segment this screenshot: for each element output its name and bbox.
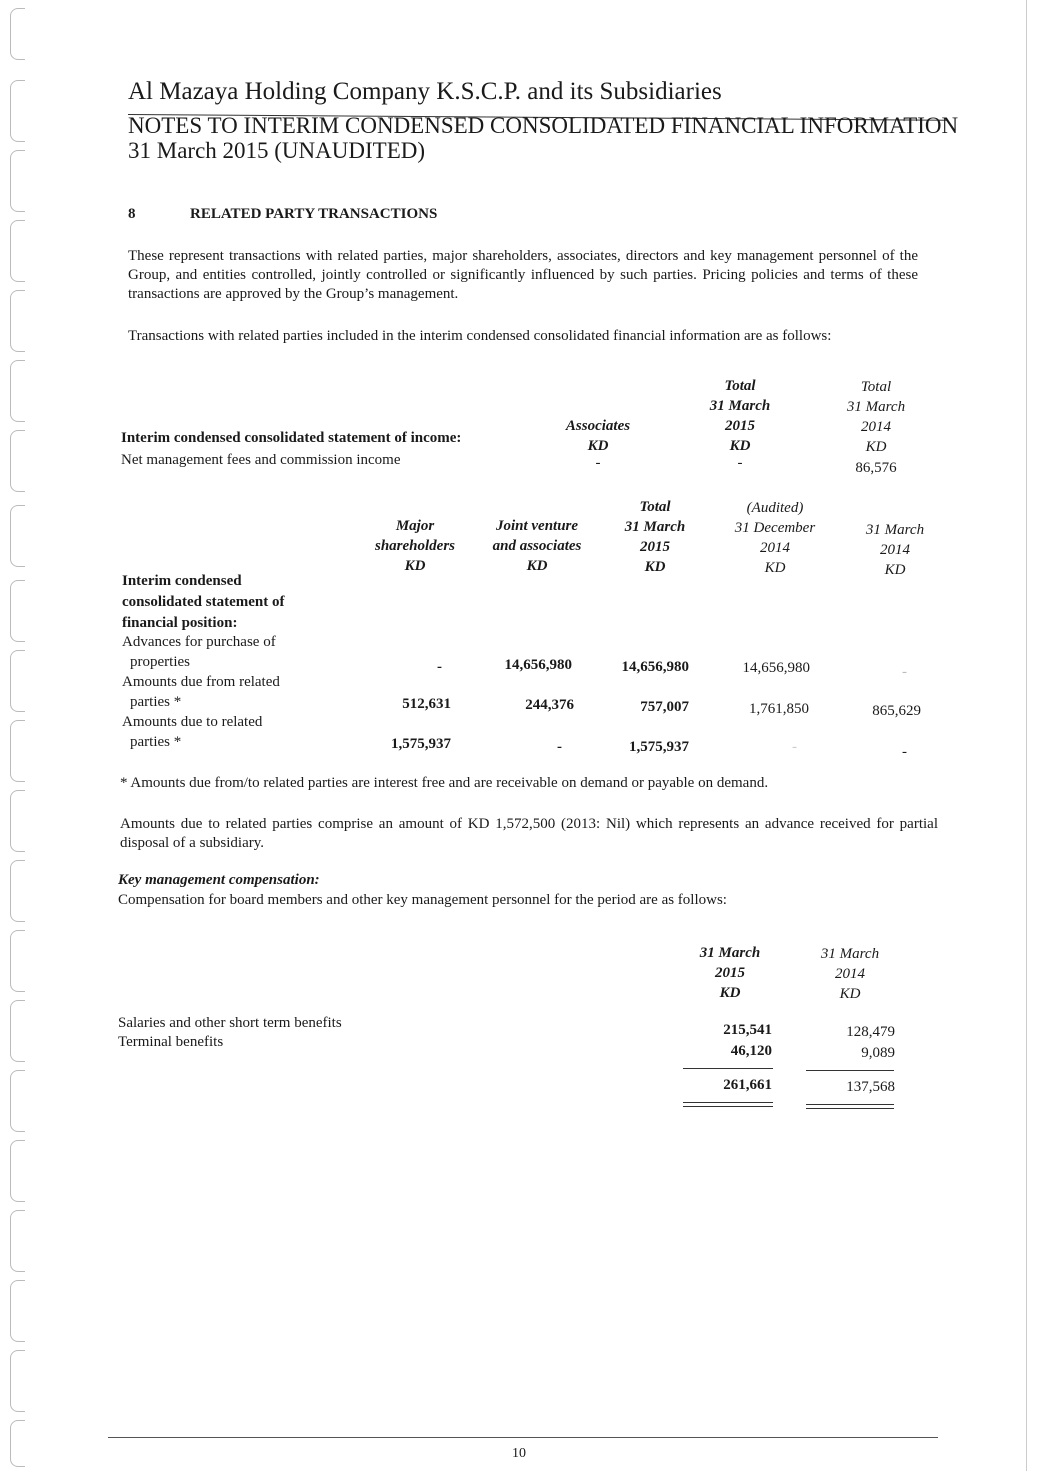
page-number: 10 [512,1446,526,1461]
position-row-label: Amounts due from related parties * [122,674,280,710]
pos-col-december-2014: (Audited) 31 December 2014 KD [734,500,816,576]
period-label: 31 March 2015 (UNAUDITED) [128,138,426,163]
income-row-label: Net management fees and commission income [121,452,401,468]
subtotal-rule [683,1068,773,1069]
income-col-total-2015: Total 31 March 2015 KD [709,378,771,454]
footer-divider [108,1437,938,1438]
position-value: 1,575,937 [629,739,689,755]
comp-col-2015: 31 March 2015 KD [699,945,761,1001]
position-value: 14,656,980 [742,660,810,676]
subtotal-rule [806,1070,894,1071]
position-value: 244,376 [525,697,574,713]
compensation-title: Key management compensation: [118,872,320,888]
position-value: 14,656,980 [621,659,689,675]
footnote: * Amounts due from/to related parties are interest free and are receivable on demand or payable on demand. [120,775,769,791]
income-table-heading: Interim condensed consolidated statement of income: [121,430,462,446]
income-value: - [595,455,601,471]
position-value: - [437,659,442,675]
position-value: 512,631 [402,696,451,712]
position-value: 757,007 [640,699,689,715]
comp-row-label: Terminal benefits [118,1034,224,1050]
income-col-total-2014: Total 31 March 2014 KD [846,379,906,455]
position-value: 1,575,937 [391,736,451,752]
position-value: - [902,744,907,760]
total-double-rule [683,1102,773,1107]
notes-title: NOTES TO INTERIM CONDENSED CONSOLIDATED FINANCIAL INFORMATION [128,113,959,138]
comp-total: 261,661 [723,1077,772,1093]
pos-col-joint-venture: Joint venture and associates KD [492,518,582,574]
pos-col-march-2014: 31 March 2014 KD [865,522,925,578]
right-edge-line [1026,0,1027,1471]
company-name: Al Mazaya Holding Company K.S.C.P. and its Subsidiaries [128,78,722,105]
position-value: - [902,664,907,680]
position-value: 1,761,850 [749,701,809,717]
transactions-intro: Transactions with related parties included in the interim condensed consolidated financial information are as follows: [128,328,832,344]
position-value: - [557,739,562,755]
total-double-rule [806,1104,894,1109]
section-number: 8 [128,206,136,222]
position-value: 865,629 [872,703,921,719]
position-row-label: Advances for purchase of properties [122,634,276,670]
income-value: 86,576 [855,460,897,476]
position-value: 14,656,980 [504,657,572,673]
comp-total: 137,568 [846,1079,895,1095]
position-value: - [792,739,797,755]
comp-value: 9,089 [861,1045,895,1061]
comp-value: 128,479 [846,1024,895,1040]
pos-col-total-2015: Total 31 March 2015 KD [624,499,686,575]
income-value: - [737,455,743,471]
comp-value: 46,120 [730,1043,772,1059]
position-table-heading: Interim condensed consolidated statement of financial position: [122,573,285,631]
position-row-label: Amounts due to related parties * [122,714,263,750]
section-title: RELATED PARTY TRANSACTIONS [190,206,438,222]
amounts-due-note: Amounts due to related parties comprise an amount of KD 1,572,500 (2013: Nil) which represents an advance received for partial disposal of a subsidiary. [120,816,938,851]
income-col-associates: Associates KD [565,418,631,454]
comp-col-2014: 31 March 2014 KD [820,946,880,1002]
pos-col-major-shareholders: Major shareholders KD [374,518,456,574]
compensation-intro: Compensation for board members and other key management personnel for the period are as follows: [118,892,727,908]
intro-paragraph: These represent transactions with related parties, major shareholders, associates, directors and key management personnel of the Group, and entities controlled, jointly controlled or significantly influenced by such parties. Pricing policies and terms of these transactions are approved by the Group’s management. [128,248,918,302]
comp-row-label: Salaries and other short term benefits [118,1015,342,1031]
comp-value: 215,541 [723,1022,772,1038]
